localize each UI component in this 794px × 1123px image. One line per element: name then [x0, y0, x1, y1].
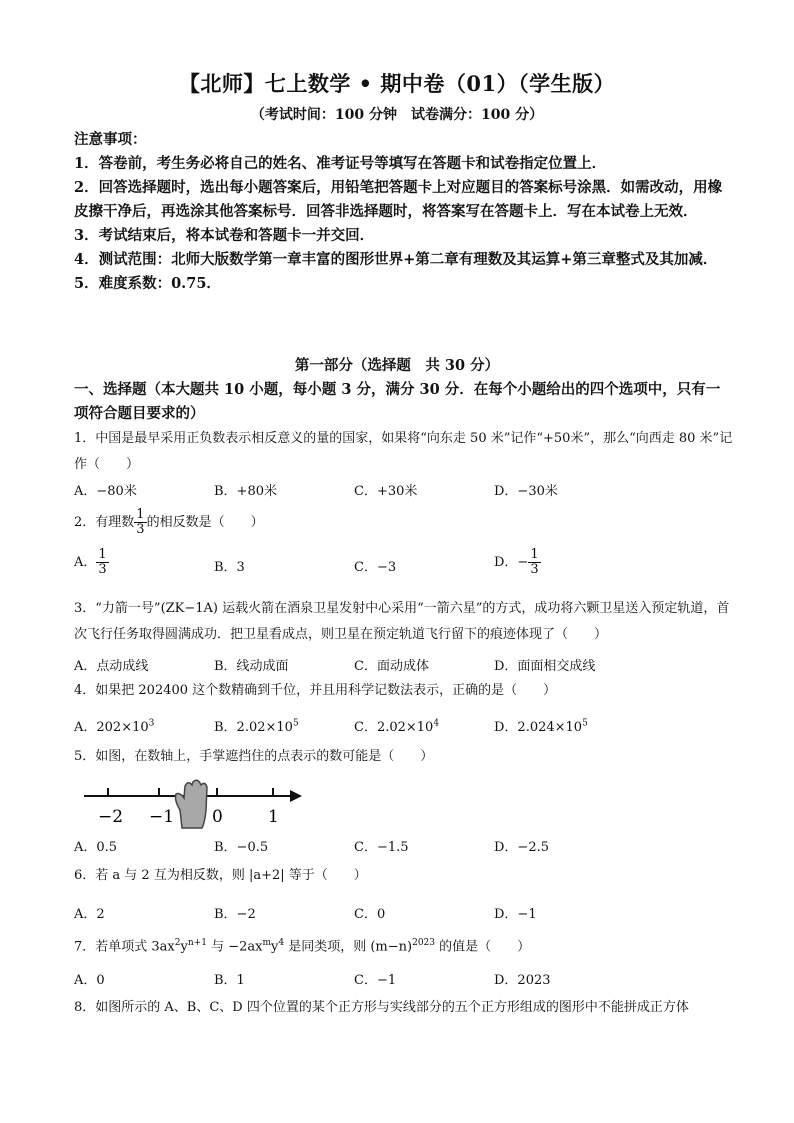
number-line-figure — [74, 776, 314, 832]
option-a: A．0.5 — [74, 840, 118, 855]
tick-label: 0 — [212, 807, 223, 827]
question-8-stem: 8．如图所示的 A、B、C、D 四个位置的某个正方形与实线部分的五个正方形组成的图形中不能拼成正方体 — [74, 1000, 689, 1015]
question-5-options — [74, 836, 734, 860]
hand-icon — [176, 780, 208, 828]
exam-info: （考试时间：100 分钟 试卷满分：100 分） — [250, 107, 544, 123]
option-d: D．面面相交成线 — [494, 659, 596, 674]
option-b: B．+80米 — [214, 484, 277, 499]
question-4-stem: 4．如果把 202400 这个数精确到千位，并且用科学记数法表示，正确的是（ ） — [74, 683, 557, 698]
note-item: 3．考试结束后，将本试卷和答题卡一并交回． — [74, 227, 375, 244]
tick-label: −2 — [98, 807, 124, 827]
question-1-stem: 1．中国是最早采用正负数表示相反意义的量的国家，如果将“向东走 50 米”记作“+50米”，那么“向西走 80 米”记作（ ） — [74, 431, 733, 472]
option-c: C．−1.5 — [354, 840, 409, 855]
option-b: B．1 — [214, 973, 245, 988]
option-c: C．面动成体 — [354, 659, 429, 674]
question-3-stem: 3．“力箭一号”(ZK−1A) 运载火箭在酒泉卫星发射中心采用“一箭六星”的方式，成功将六颗卫星送入预定轨道，首次飞行任务取得圆满成功．把卫星看成点，则卫星在预定轨道飞行留下的痕迹体现了（ ） — [74, 601, 730, 642]
fraction: $\frac{1}{3}$ — [136, 507, 145, 537]
option-c: C．+30米 — [354, 484, 418, 499]
option-b: B．线动成面 — [214, 659, 289, 674]
option-d: D．−1 — [494, 907, 537, 922]
option-c: C．−1 — [354, 973, 397, 988]
option-b: B．−0.5 — [214, 840, 269, 855]
part-heading: 第一部分（选择题 共 30 分） — [294, 357, 500, 374]
note-item: 4．测试范围：北师大版数学第一章丰富的图形世界+第二章有理数及其运算+第三章整式及其加减． — [74, 251, 718, 268]
option-b: B．$2.02\times 10^5$ — [214, 718, 299, 735]
notes-block — [74, 128, 734, 296]
question-6-options — [74, 903, 734, 927]
section-heading: 一、选择题（本大题共 10 小题，每小题 3 分，满分 30 分．在每个小题给出的四个选项中，只有一项符合题目要求的） — [74, 381, 721, 422]
question-5-stem: 5．如图，在数轴上，手掌遮挡住的点表示的数可能是（ ） — [74, 749, 434, 764]
option-c: C．−3 — [354, 560, 397, 575]
option-c: C．$2.02\times 10^4$ — [354, 718, 440, 735]
question-6-stem: 6．若 a 与 2 互为相反数，则 |a+2| 等于（ ） — [74, 868, 367, 883]
option-a: A．点动成线 — [74, 659, 149, 674]
question-1-options — [74, 480, 734, 504]
option-b: B．3 — [214, 560, 245, 575]
question-2-options — [74, 548, 734, 584]
option-d: D．2023 — [494, 973, 551, 988]
option-a: A．$202\times 10^3$ — [74, 718, 155, 735]
question-4-options — [74, 716, 734, 740]
option-b: B．−2 — [214, 907, 256, 922]
tick-label: 1 — [268, 807, 279, 827]
option-a: A．2 — [74, 907, 105, 922]
option-d: D．$2.024\times 10^5$ — [494, 718, 588, 735]
question-7-options — [74, 969, 734, 993]
question-2-stem: 2．有理数 $\frac{1}{3}$ 的相反数是（ ） — [74, 507, 264, 537]
note-item: 2．回答选择题时，选出每小题答案后，用铅笔把答题卡上对应题目的答案标号涂黑．如需改动，用橡皮擦干净后，再选涂其他答案标号．回答非选择题时，将答案写在答题卡上．写在本试卷上无效． — [74, 179, 723, 220]
notes-heading: 注意事项： — [74, 131, 147, 148]
axis-arrow — [290, 790, 302, 802]
option-c: C．0 — [354, 907, 386, 922]
question-7-stem: 7．若单项式 $3ax^2y^{n+1}$ 与 $-2ax^my^4$ 是同类项，则 $(m-n)^{2023}$ 的值是（ ） — [74, 938, 531, 955]
tick-label: −1 — [149, 807, 175, 827]
page-title: 【北师】七上数学 • 期中卷（01）（学生版） — [178, 71, 616, 96]
option-d: D．− $\frac{1}{3}$ — [494, 547, 539, 577]
note-item: 1．答卷前，考生务必将自己的姓名、准考证号等填写在答题卡和试卷指定位置上． — [74, 155, 607, 172]
option-a: A．−80米 — [74, 484, 137, 499]
option-a: A． $\frac{1}{3}$ — [74, 547, 107, 577]
option-a: A．0 — [74, 973, 105, 988]
option-d: D．−2.5 — [494, 840, 549, 855]
note-item: 5．难度系数：0.75． — [74, 275, 221, 292]
question-3-options — [74, 655, 734, 679]
option-d: D．−30米 — [494, 484, 558, 499]
